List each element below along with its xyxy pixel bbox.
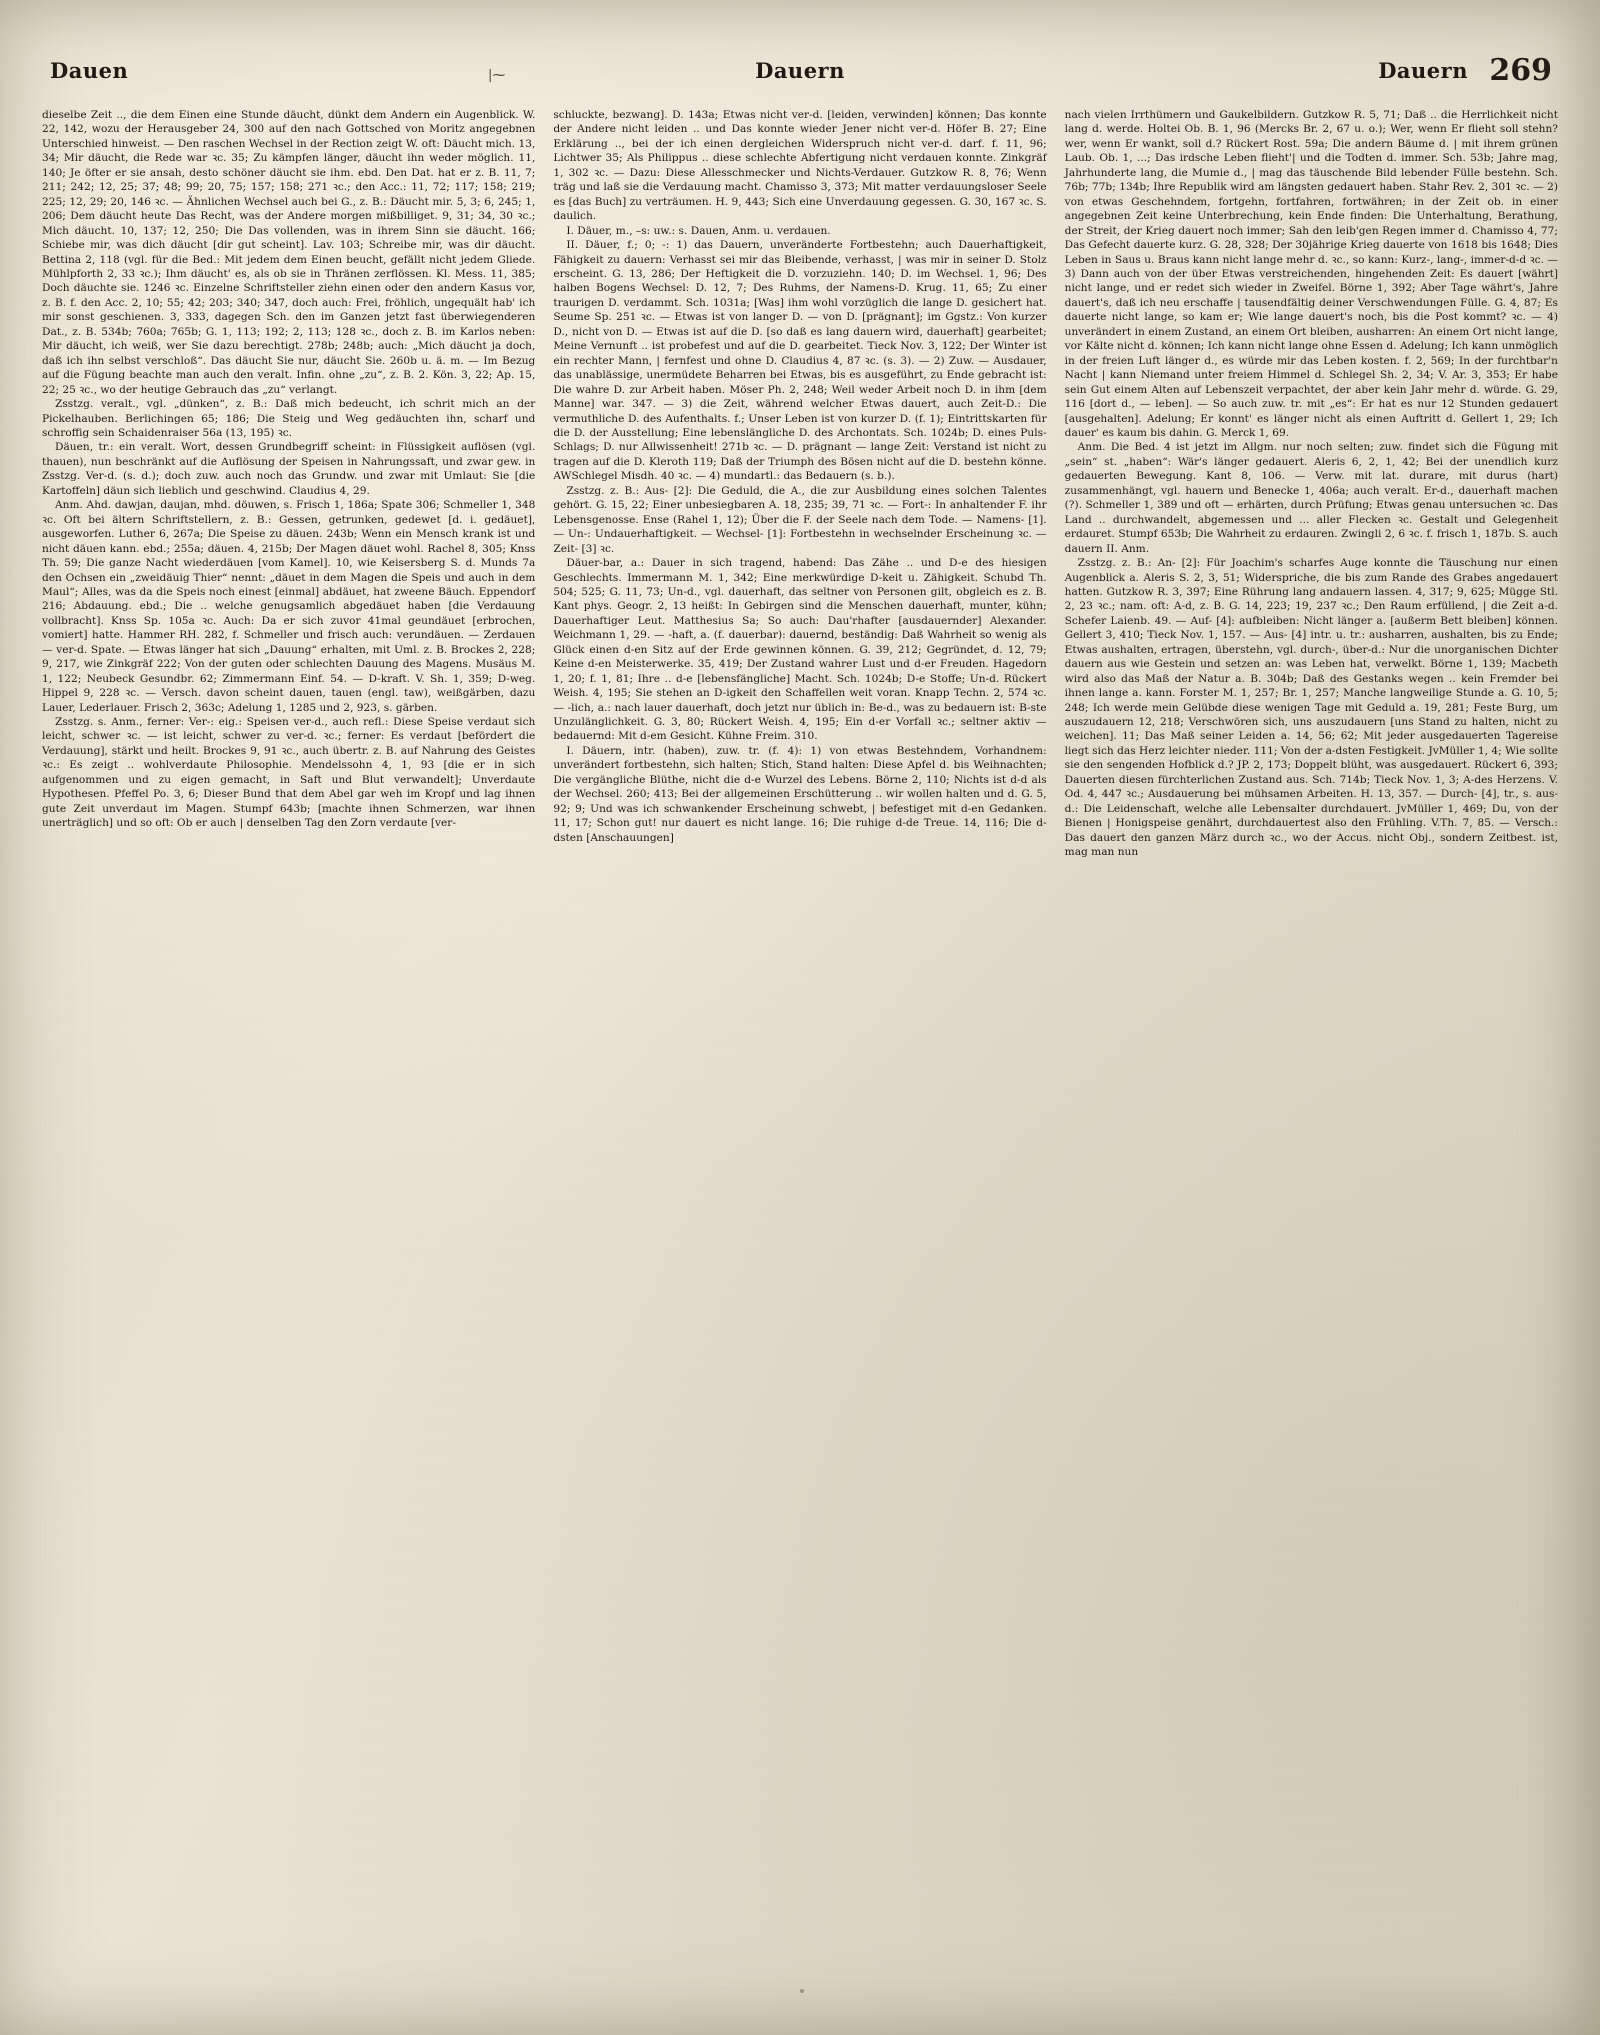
paragraph: Zsstzg. z. B.: Aus- [2]: Die Geduld, die A., die zur Ausbildung eines solchen Talentes gehört. G. 15, 22; Einer unbesiegbaren A. 18, 235; 39, 71 ꝛc. — Fort-: In anhaltender F. ihr Lebensgenosse. Ense (Rahel 1, 12); Über die F. der Seele nach dem Tode. — Namens- [1]. — Un-: Undauerhaftigkeit. — Wechsel- [1]: Fortbestehn in wechselnder Erscheinung ꝛc. — Zeit- [3] ꝛc. — [553, 484, 1047, 555]
footer-dot — [800, 1989, 804, 1993]
header-middle-word: Dauern — [755, 58, 845, 83]
page-header — [40, 53, 1560, 92]
column-3 — [1065, 108, 1558, 1965]
paragraph: Anm. Die Bed. 4 ist jetzt im Allgm. nur noch selten; zuw. findet sich die Fügung mit „sein“ st. „haben“: Wär's länger gedauert. Aleris 6, 2, 1, 42; Bei der unendlich kurz gedauerten Bewegung. Kant 8, 106. — Verw. mit lat. durare, mit durus (hart) zusammenhängt, vgl. hauern und Benecke 1, 406a; auch veralt. Er-d., dauerhaft machen (?). Schmeller 1, 389 und oft — erhärten, durch Prüfung; Etwas genau untersuchen ꝛc. Das Land .. durchwandelt, abgemessen und ... aller Flecken ꝛc. Gestalt und Gelegenheit erdauret. Stumpf 653b; Die Wahrheit zu erdauren. Zwingli 2, 6 ꝛc. f. frisch 1, 187b. S. auch dauern II. Anm. — [1064, 441, 1558, 555]
paragraph: dieselbe Zeit .., die dem Einen eine Stunde däucht, dünkt dem Andern ein Augenblick. W. 22, 142, wozu der Herausgeber 24, 300 auf den nach Gottsched von Moritz angegebnen Unterschied hinweist. — Den raschen Wechsel in der Rection zeigt W. oft: Däucht mich. 13, 34; Mir däucht, die Rede war ꝛc. 35; Zu kämpfen länger, däucht ihn weder möglich. 11, 140; Je öfter er sie ansah, desto schöner däucht sie ihm. ebd. Den Dat. hat er z. B. 11, 7; 211; 242; 12, 25; 37; 48; 99; 20, 75; 157; 158; 271 ꝛc.; den Acc.: 11, 72; 117; 158; 219; 225; 12, 29; 20, 146 ꝛc. — Ähnlichen Wechsel auch bei G., z. B.: Däucht mir. 5, 3; 6, 245; 1, 206; Dem däucht heute Das Recht, was der Andere morgen mißbilliget. 9, 31; 34, 30 ꝛc.; Mich däucht. 10, 137; 12, 250; Die Das vollenden, was in ihrem Sinn sie däucht. 166; Schiebe mir, was dich däucht [dir gut scheint]. Lav. 103; Schreibe mir, was dir däucht. Bettina 2, 118 (vgl. für die Bed.: Mit jedem dem Einen beucht, gefällt nicht jedem Gliede. Mühlpforth 2, 33 ꝛc.); Ihm däucht' es, als ob sie in Thränen zerflössen. Kl. Mess. 11, 385; Doch däuchte sie. 1246 ꝛc. Einzelne Schriftsteller ziehn einen oder den andern Kasus vor, z. B. f. den Acc. 2, 10; 55; 42; 203; 340; 347, doch auch: Frei, fröhlich, ungequält hab' ich mir sonst geschienen. 3, 333, dagegen Sch. den im Ganzen jetzt fast überwiegenderen Dat., z. B. 534b; 760a; 765b; G. 1, 113; 192; 2, 113; 128 ꝛc., doch z. B. im Karlos neben: Mir däucht, ich weiß, wer Sie dazu berechtigt. 278b; 248b; auch: „Mich däucht ja doch, daß ich ihn selbst verschloß“. Das däucht Sie nur, däucht Sie. 260b u. ä. m. — Im Bezug auf die Fügung beachte man auch den veralt. Infin. ohne „zu“, z. B. 2. Kön. 3, 22; Ap. 15, 22; 25 ꝛc., wo der heutige Gebrauch das „zu“ verlangt. — [42, 109, 536, 396]
column-1 — [42, 108, 535, 1965]
paragraph: I. Däuer, m., –s: uw.: s. Dauen, Anm. u. verdauen. — [566, 224, 831, 237]
paragraph: nach vielen Irrthümern und Gaukelbildern. Gutzkow R. 5, 71; Daß .. die Herrlichkeit nicht lang d. werde. Holtei Ob. B. 1, 96 (Mercks Br. 2, 67 u. o.); Wer, wenn Er flieht soll stehn? wer, wenn Er wankt, soll d.? Rückert Rost. 59a; Die andern Bäume d. | mit ihrem grünen Laub. Ob. 1, ...; Das irdsche Leben flieht'| und die Todten d. immer. Sch. 53b; Jahre mag, Jahrhunderte lang, die Mumie d., | mag das täuschende Bild lebender Fülle bestehn. Sch. 76b; 77b; 134b; Ihre Republik wird am längsten gedauert haben. Stahr Rev. 2, 301 ꝛc. — 2) von etwas Geschehndem, fortgehn, fortfahren, fortwähren; in der Zeit ob. in einer angegebnen Zeit keine Unterbrechung, kein Ende finden: Die Unterhaltung, Berathung, der Streit, der Krieg dauert noch immer; Sah den leib'gen Regen immer d. Chamisso 4, 77; Das Gefecht dauerte kurz. G. 28, 328; Der 30jährige Krieg dauerte von 1618 bis 1648; Dies Leben in Saus u. Braus kann nicht lange mehr d. ꝛc., so kann: Kurz-, lang-, immer-d-d ꝛc. — 3) Dann auch von der über Etwas verstreichenden, hingehenden Zeit: Es dauert [währt] nicht lange, und er redet sich wieder in Zweifel. Börne 1, 392; Aber Tage währt's, Jahre dauert's, daß ich neu erschaffe | tausendfältig deiner Verschwendungen Fülle. G. 4, 87; Es dauerte nicht lange, so kam er; Wie lange dauert's noch, bis die Post kommt? ꝛc. — 4) unverändert in einem Zustand, an einem Ort bleiben, ausharren: An einem Ort nicht lange, vor Kälte nicht d. können; Ich kann nicht lange ohne Essen d. Adelung; Ich kann unmöglich in der freien Luft länger d., es würde mir das Leben kosten. f. 2, 569; In der furchtbar'n Nacht | kann Niemand unter freiem Himmel d. Schlegel Sh. 2, 34; V. Ar. 3, 353; Er habe sein Gut einem Alten auf Lebenszeit verpachtet, der aber kein Jahr mehr d. würde. G. 29, 116 [dort d., — leben]. — So auch zuw. tr. mit „es“: Er hat es nur 12 Stunden gedauert [ausgehalten]. Adelung; Er konnt' es länger nicht als einen Auftritt d. Gellert 1, 29; Ich dauer' es kaum bis dahin. G. Merck 1, 69. — [1064, 109, 1558, 439]
paragraph: Anm. Ahd. dawjan, daujan, mhd. döuwen, s. Frisch 1, 186a; Spate 306; Schmeller 1, 348 ꝛc. Oft bei ältern Schriftstellern, z. B.: Gessen, getrunken, gedewet [d. i. gedäuet], ausgeworfen. Luther 6, 267a; Die Speise zu däuen. 243b; Wenn ein Mensch krank ist und nicht däuen kann. ebd.; 255a; däuen. 4, 215b; Der Magen däuet wohl. Rachel 8, 305; Knss Th. 59; Die ganze Nacht wiederdäuen [vom Kamel]. 10, wie Keisersberg S. d. Munds 7a den Ochsen ein „zweidäuig Thier“ nennt: „däuet in dem Magen die Speis und auch in dem Maul“; Alles, was da die Speis noch einest [einmal] abdäuet, hat zweene Bäuch. Eppendorf 216; Abdauung. ebd.; Die .. welche genugsamlich abgedäuet haben [die Verdauung vollbracht]. Knss Sp. 105a ꝛc. Auch: Da er sich zuvor 41mal geundäuet [erbrochen, vomiert] hatte. Hammer RH. 282, f. Schmeller und frisch auch: verundäuen. — Zerdauen — ver-d. Spate. — Etwas länger hat sich „Dauung“ erhalten, mit Uml. z. B. Brockes 2, 228; 9, 217, wie Zinkgräf 222; Von der guten oder schlechten Dauung des Magens. Musäus M. 1, 122; Neubeck Gesundbr. 62; Zimmermann Einf. 54. — D-kraft. V. Sh. 1, 359; D-weg. Hippel 9, 228 ꝛc. — Versch. davon scheint dauen, tauen (engl. taw), weißgärben, dazu Lauer, Lederlauer. Frisch 2, 363c; Adelung 1, 1285 und 2, 923, s. gärben. — [42, 499, 536, 714]
margin-tick-mark: |⁓ — [488, 68, 506, 83]
header-left-word: Dauen — [50, 58, 129, 83]
header-right-word: Dauern — [1378, 58, 1468, 83]
paragraph: Zsstzg. z. B.: An- [2]: Für Joachim's scharfes Auge konnte die Täuschung nur einen Augenblick a. Aleris S. 2, 3, 51; Widerspriche, die bis zum Rande des Grabes angedauert hatten. Gutzkow R. 3, 397; Eine Rührung lang andauern lassen. 4, 317; 9, 625; Mügge Stl. 2, 23 ꝛc.; nam. oft: A-d, z. B. G. 14, 223; 19, 237 ꝛc.; Den Raum erfüllend, | die Zeit a-d. Schefer Laienb. 49. — Auf- [4]: aufbleiben: Nicht länger a. [außerm Bett bleiben] können. Gellert 3, 410; Tieck Nov. 1, 157. — Aus- [4] intr. u. tr.: ausharren, aushalten, bis zu Ende; Etwas aushalten, ertragen, überstehn, vgl. durch-, über-d.: Nur die unorganischen Dichter dauern aus wie Gestein und setzen an: was Leben hat, verwelkt. Börne 1, 139; Macbeth wird also das Maß der Natur a. B. 304b; Daß des Gestanks wegen .. kein Fremder bei ihnen lange a. kann. Forster M. 1, 257; Br. 1, 257; Manche langweilige Stunde a. G. 10, 5; 248; Ich werde mein Gelübde diese wenigen Tage mit Geduld a. 19, 281; Feste Burg, um auszudauern 12, 218; Verschwören sich, uns auszudauern [uns Stand zu halten, nicht zu weichen]. 11; Das Maß seiner Leiden a. 14, 56; 62; Mit jeder ausgedauerten Tagereise liegt sich das Herz leichter nieder. 111; Von der a-dsten Festigkeit. JvMüller 1, 4; Wie sollte sie den sengenden Hofblick d.? JP. 2, 173; Doppelt blüht, was ausgedauert. Rückert 6, 393; Dauerten diesen fürchterlichen Zustand aus. Sch. 714b; Tieck Nov. 1, 3; A-des Herzens. V. Od. 4, 447 ꝛc.; Ausdauerung bei mühsamen Arbeiten. H. 13, 357. — Durch- [4], tr., s. aus-d.: Die Leidenschaft, welche alle Lebensalter durchdauert. JvMüller 1, 469; Du, von der Bienen | Honigspeise genährt, durchdauertest also den Frühling. V.Th. 7, 85. — Versch.: Das dauert den ganzen März durch ꝛc., wo der Accus. nicht Obj., sondern Zeitbest. ist, mag man nun — [1064, 557, 1558, 859]
paragraph: Däuer-bar, a.: Dauer in sich tragend, habend: Das Zähe .. und D-e des hiesigen Geschlechts. Immermann M. 1, 342; Eine merkwürdige D-keit u. Zähigkeit. Schubd Th. 504; 525; G. 11, 73; Un-d., vgl. dauerhaft, das seltner von Personen gilt, obgleich es z. B. Kant phys. Geogr. 2, 13 heißt: In Gebirgen sind die Menschen dauerhaft, munter, kühn; Dauerhaftiger Leut. Matthesius Sa; So auch: Dau'rhafter [ausdauernder] Alexander. Weichmann 1, 29. — -haft, a. (f. dauerbar): dauernd, beständig: Daß Wahrheit so wenig als Glück einen d-en Sitz auf der Erde gewinnen können. G. 39, 212; Gegründet, d. 12, 79; Keine d-en Meisterwerke. 35, 419; Der Zustand wahrer Lust und d-er Freuden. Hagedorn 1, 20; f. 1, 81; Ihre .. d-e [lebensfängliche] Macht. Sch. 1024b; D-e Stoffe; Un-d. Rückert Weish. 4, 195; Sie stehen an D-igkeit den Schaffellen weit voran. Knapp Techn. 2, 574 ꝛc. — -lich, a.: nach lauer dauerhaft, doch jetzt nur üblich in: Be-d., was zu bedauern ist: B-ste Unzulänglichkeit. G. 3, 80; Rückert Weish. 4, 195; Ein d-er Vorfall ꝛc.; seltner aktiv — bedauernd: Mit d-em Gesicht. Kühne Freim. 310. — [553, 557, 1047, 743]
paragraph: II. Däuer, f.; 0; -: 1) das Dauern, unveränderte Fortbestehn; auch Dauerhaftigkeit, Fähigkeit zu dauern: Verhasst sei mir das Bleibende, verhasst, | was mir in seiner D. Stolz erscheint. G. 13, 286; Der Heftigkeit die D. vorzuziehn. 140; D. im Wechsel. 1, 96; Des halben Bogens Wechsel: D. 12, 7; Des Ruhms, der Namens-D. Krug. 11, 65; Zu einer traurigen D. verdammt. Sch. 1031a; [Was] ihm wohl vorzüglich die lange D. gesichert hat. Seume Sp. 251 ꝛc. — Etwas ist von langer D. — von D. [prägnant]; im Ggstz.: Von kurzer D., nicht von D. — Etwas ist auf die D. [so daß es lang dauern wird, dauerhaft] gearbeitet; Meine Vernunft .. ist probefest und auf die D. gearbeitet. Tieck Nov. 3, 122; Der Winter ist ein rechter Mann, | fernfest und ohne D. Claudius 4, 87 ꝛc. (s. 3). — 2) Zuw. — Ausdauer, das unablässige, unermüdete Beharren bei Etwas, bis es ausgeführt, zu Ende gebracht ist: Die wahre D. zur Arbeit haben. Möser Ph. 2, 248; Weil weder Arbeit noch D. in ihm [dem Manne] war. 347. — 3) die Zeit, während welcher Etwas dauert, auch Zeit-D.: Die vermuthliche D. des Aufenthalts. f.; Unser Leben ist von kurzer D. (f. 1); Eintrittskarten für die D. der Ausstellung; Eine lebenslängliche D. des Archontats. Sch. 1024b; D. eines Puls-Schlags; D. nur Allwissenheit! 271b ꝛc. — D. prägnant — lange Zeit: Verstand ist nicht zu tragen auf die D. Kleroth 119; Daß der Triumph des Bösen nicht auf die D. bestehn könne. AWSchlegel Misdh. 40 ꝛc. — 4) mundartl.: das Bedauern (s. b.). — [553, 239, 1047, 483]
paragraph: I. Däuern, intr. (haben), zuw. tr. (f. 4): 1) von etwas Bestehndem, Vorhandnem: unverändert fortbestehn, sich halten; Stich, Stand halten: Diese Apfel d. bis Weihnachten; Die vergängliche Blüthe, nicht die d-e Wurzel des Lebens. Börne 2, 110; Nichts ist d-d als der Wechsel. 260; 413; Bei der allgemeinen Erschütterung .. wir wollen halten und d. G. 5, 92; 9; Und was ich schwankender Erscheinung schwebt, | befestiget mit d-en Gedanken. 11, 17; Schon gut! nur dauert es nicht lange. 16; Die ruhige d-de Treue. 14, 116; Die d-dsten [Anschauungen] — [553, 744, 1047, 844]
column-2 — [553, 108, 1046, 1965]
paragraph: Zsstzg. s. Anm., ferner: Ver-: eig.: Speisen ver-d., auch refl.: Diese Speise verdaut sich leicht, schwer ꝛc. — ist leicht, schwer zu ver-d. ꝛc.; ferner: Es verdaut [befördert die Verdauung], stärkt und heilt. Brockes 9, 91 ꝛc., auch übertr. z. B. auf Nahrung des Geistes ꝛc.: Es zeigt .. wohlverdaute Philosophie. Mendelssohn 4, 1, 93 [die er in sich aufgenommen und zu eigen gemacht, in Saft und Blut verwandelt]; Unverdaute Hypothesen. Pfeffel Po. 3, 6; Dieser Bund that dem Abel gar weh im Kropf und lag ihnen gute Zeit unverdaut im Magen. Stumpf 643b; [machte ihnen Schmerzen, war ihnen unerträglich] und so oft: Ob er auch | denselben Tag den Zorn verdaute [ver- — [42, 716, 536, 830]
paragraph: Zsstzg. veralt., vgl. „dünken“, z. B.: Daß mich bedeucht, ich schrit mich an der Pickelhauben. Berlichingen 65; 186; Die Steig und Weg gedäuchten ihn, scharf und schroffig sein Schaidenraiser 56a (13, 195) ꝛc. — [42, 398, 536, 439]
paragraph: Däuen, tr.: ein veralt. Wort, dessen Grundbegriff scheint: in Flüssigkeit auflösen (vgl. thauen), nun beschränkt auf die Auflösung der Speisen in Nahrungssaft, und zwar gew. in Zsstzg. Ver-d. (s. d.); doch zuw. auch noch das Grundw. und zwar mit Umlaut: Sie [die Kartoffeln] däun sich lieblich und geschwind. Claudius 4, 29. — [42, 441, 536, 497]
text-columns — [42, 108, 1558, 1965]
page-number: 269 — [1489, 53, 1552, 88]
paragraph: schluckte, bezwang]. D. 143a; Etwas nicht ver-d. [leiden, verwinden] können; Das konnte der Andere nicht leiden .. und Das konnte wieder Jener nicht ver-d. Höfer B. 27; Eine Erklärung .., bei der ich einen dergleichen Widerspruch nicht ver-d. darf. f. 11, 96; Lichtwer 35; Als Philippus .. diese schlechte Abfertigung nicht verdauen konnte. Zinkgräf 1, 302 ꝛc. — Dazu: Diese Allesschmecker und Nichts-Verdauer. Gutzkow R. 8, 76; Wenn träg und laß sie die Verdauung macht. Chamisso 3, 373; Mit matter verdauungsloser Seele es [das Buch] zu verträumen. H. 9, 443; Sich eine Unverdauung gegessen. G. 30, 167 ꝛc. S. daulich. — [553, 109, 1047, 223]
